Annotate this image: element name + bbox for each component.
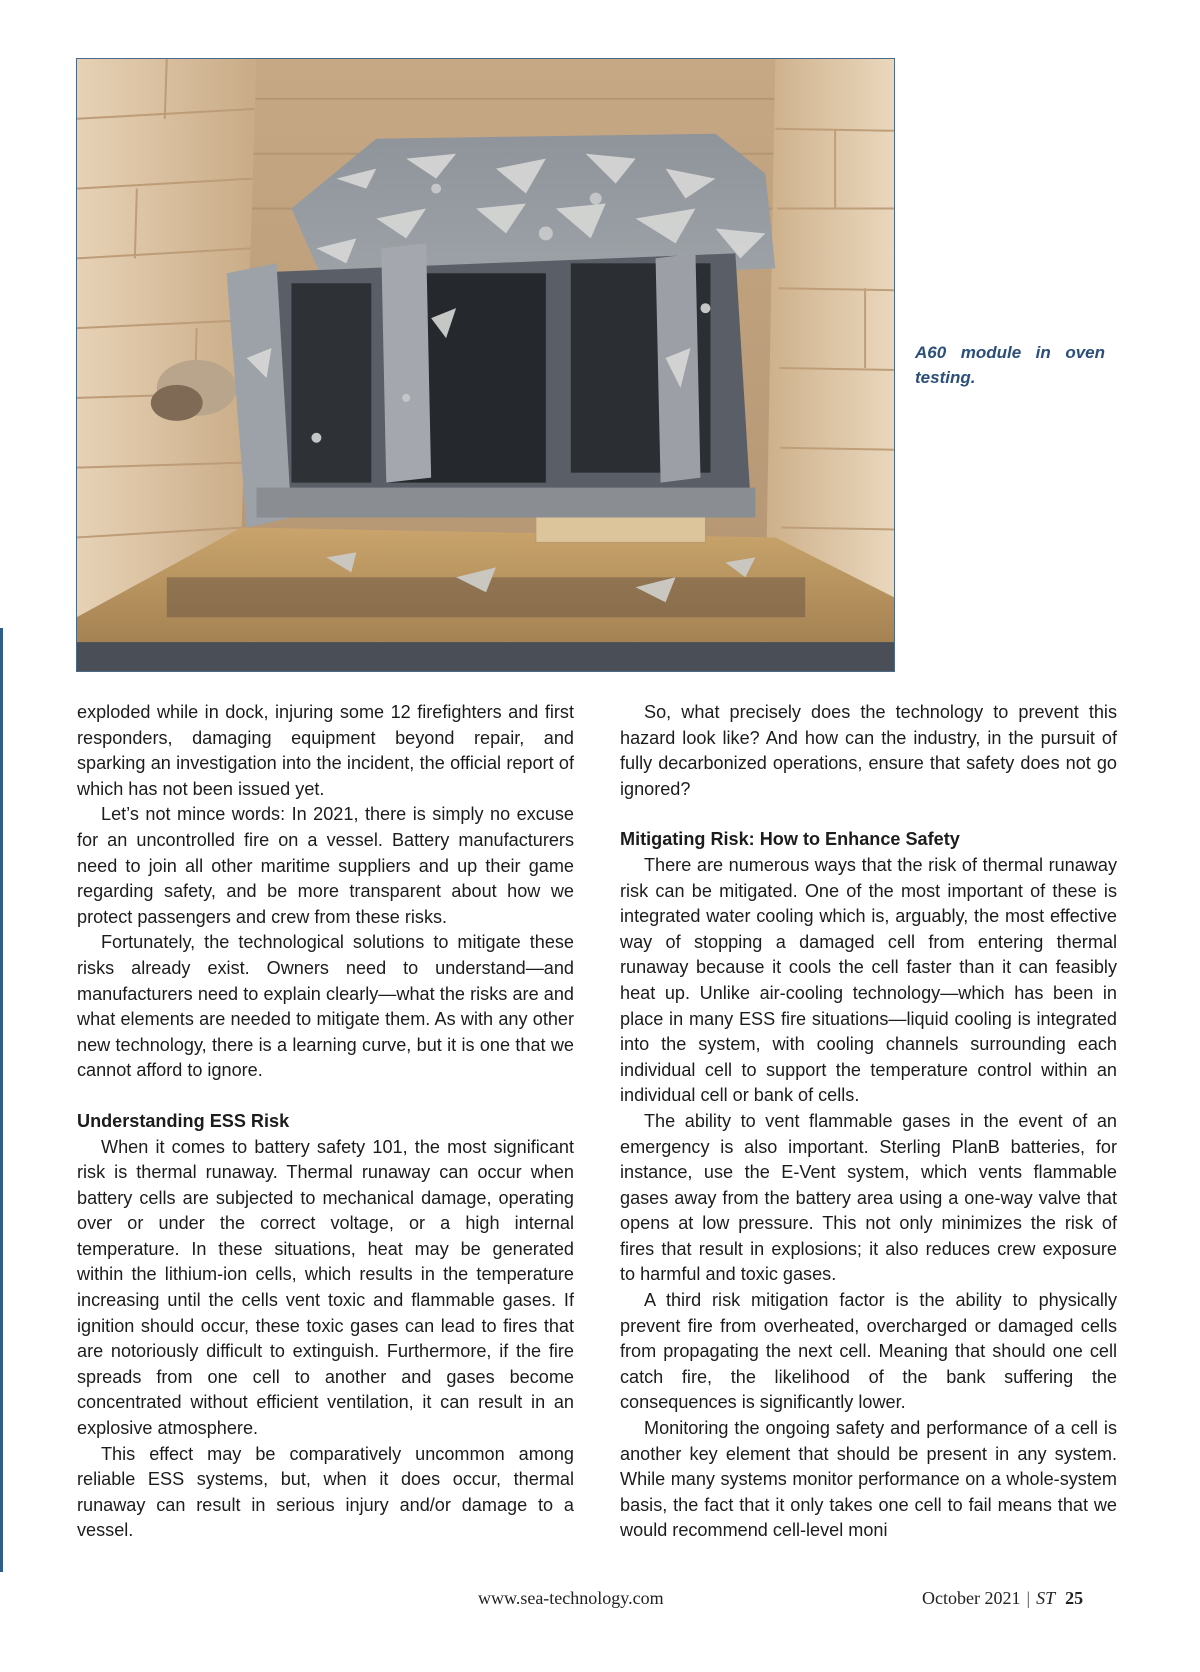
footer-issue-date: October 2021 [922,1588,1021,1608]
right-paragraph-2: There are numerous ways that the risk of thermal runaway risk can be mitigated. One of the most important of these is integrated water cooling which is, arguably, the most effective way of stopping a damaged cell from entering thermal runaway because it cools the cell faster than it can feasibly heat up. Unlike air-cooling technology—which has been in place in many ESS fire situations—liquid cooling is integrated into the system, with cooling channels surrounding each individual cell to support the temperature control within an individual cell or bank of cells. [620,854,1117,1106]
page-footer [0,1588,1200,1618]
photo-caption: A60 module in oven testing. [915,343,1105,387]
section-heading-understanding-ess-risk: Understanding ESS Risk [77,1110,290,1131]
left-paragraph-1: exploded while in dock, injuring some 12 firefighters and first responders, damaging equipment beyond repair, and sparking an investigation into the incident, the official report of which has not been issued yet. [77,702,574,799]
right-paragraph-3: The ability to vent flammable gases in the event of an emergency is also important. Sterling PlanB batteries, for instance, use the E-Vent system, which vents flammable gases away from the battery area using a one-way valve that opens at low pressure. This not only minimizes the risk of fires that result in explosions; it also reduces crew exposure to harmful and toxic gases. [620,1110,1117,1285]
right-paragraph-1: So, what precisely does the technology to prevent this hazard look like? And how can the industry, in the pursuit of fully decarbonized operations, ensure that safety does not go ignored? [620,702,1117,799]
right-paragraph-5: Monitoring the ongoing safety and performance of a cell is another key element that should be present in any system. While many systems monitor performance on a whole-system basis, the fact that it only takes one cell to fail means that we would recommend cell-level moni [620,1418,1117,1541]
right-column [620,700,1117,1544]
left-column [77,700,574,1544]
left-paragraph-4: When it comes to battery safety 101, the most significant risk is thermal runaway. Thermal runaway can occur when battery cells are subjected to mechanical damage, operating over or under the correct voltage, or a high internal temperature. In these situations, heat may be generated within the lithium-ion cells, which results in the temperature increasing until the cells vent toxic and flammable gases. If ignition should occur, these toxic gases can lead to fires that are notoriously difficult to extinguish. Furthermore, if the fire spreads from one cell to another and gases become concentrated without efficient ventilation, it can result in an explosive atmosphere. [77,1136,574,1439]
oven-test-photo-illustration [77,59,894,671]
footer-issue [922,1588,1083,1609]
right-paragraph-4: A third risk mitigation factor is the ability to physically prevent fire from overheated, overcharged or damaged cells from propagating the next cell. Meaning that should one cell catch fire, the likelihood of the bank suffering the consequences is significantly lower. [620,1290,1117,1413]
footer-url[interactable]: www.sea-technology.com [478,1588,664,1608]
footer-publication: ST [1036,1588,1056,1608]
footer-page-number: 25 [1065,1588,1084,1608]
footer-separator: | [1026,1588,1031,1608]
page-edge-bar [0,628,3,1572]
oven-test-photo [76,58,895,672]
left-paragraph-2: Let’s not mince words: In 2021, there is simply no excuse for an uncontrolled fire on a vessel. Battery manufacturers need to join all other maritime suppliers and up their game regarding safety, and be more transparent about how we protect passengers and crew from these risks. [77,804,574,927]
left-paragraph-3: Fortunately, the technological solutions to mitigate these risks already exist. Owners need to understand—and manufacturers need to explain clearly—what the risks are and what elements are needed to mitigate them. As with any other new technology, there is a learning curve, but it is one that we cannot afford to ignore. [77,932,574,1081]
section-heading-mitigating-risk: Mitigating Risk: How to Enhance Safety [620,829,960,850]
left-paragraph-5: This effect may be comparatively uncommon among reliable ESS systems, but, when it does occur, thermal runaway can result in serious injury and/or damage to a vessel. [77,1443,574,1541]
